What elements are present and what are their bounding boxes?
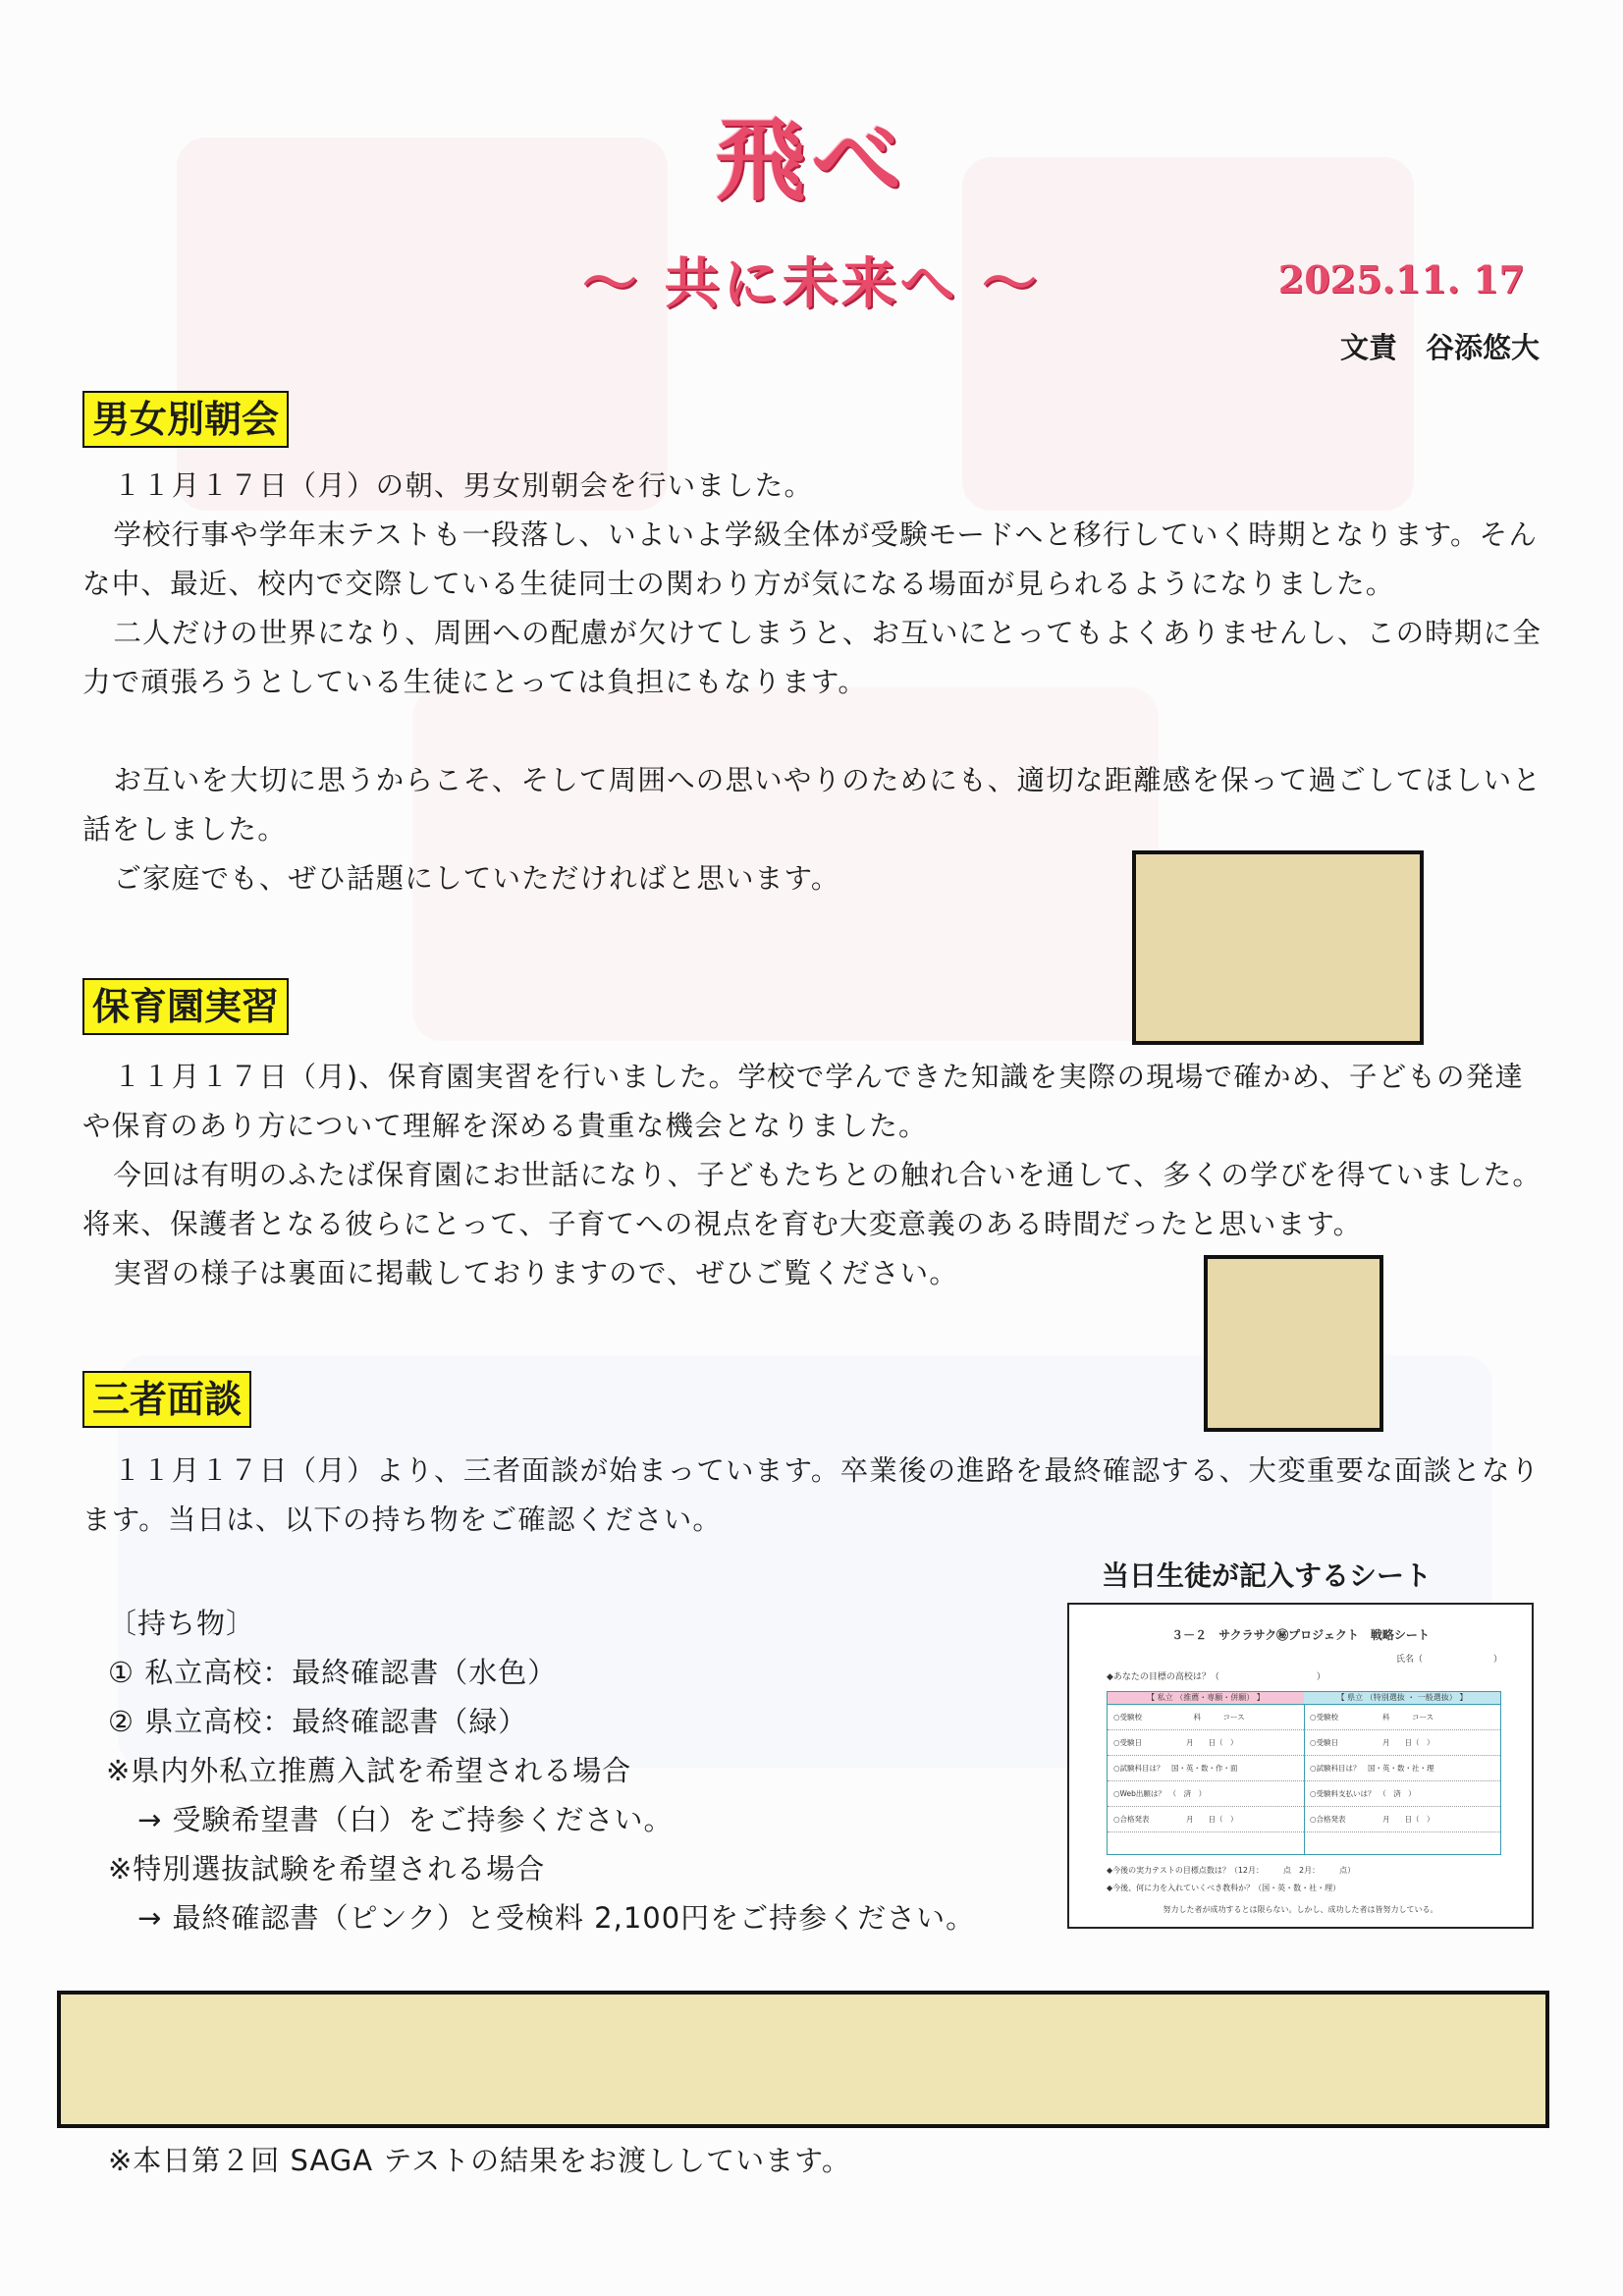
issue-date: 2025.11. 17 xyxy=(1277,257,1525,301)
items-title: 〔持ち物〕 xyxy=(108,1607,256,1640)
section-heading-nursery: 保育園実習 xyxy=(82,978,289,1035)
list-item: → 最終確認書（ピンク）と受検料 2,100円をご持参ください。 xyxy=(137,1901,976,1935)
paragraph: ご家庭でも、ぜひ話題にしていただければと思います。 xyxy=(113,862,840,895)
list-item: ② 県立高校：最終確認書（緑） xyxy=(108,1705,528,1738)
strategy-sheet-image xyxy=(1067,1603,1534,1929)
footer-note: ※本日第２回 SAGA テストの結果をお渡ししています。 xyxy=(108,2144,851,2177)
list-item: ① 私立高校：最終確認書（水色） xyxy=(108,1656,558,1689)
paragraph: 今回は有明のふたば保育園にお世話になり、子どもたちとの触れ合いを通して、多くの学びを得ていました。将来、保護者となる彼らにとって、子育てへの視点を育む大変意義のある時間だったと思います。 xyxy=(82,1159,1542,1240)
sheet-column-private xyxy=(1108,1692,1305,1854)
sheet-row: ○Web出願は？ （ 済 ） xyxy=(1108,1781,1304,1807)
sheet-question: ◆あなたの目標の高校は？（ ） xyxy=(1107,1672,1325,1682)
sheet-column-head: 【 県立 （特別選抜 ・ 一般選抜） 】 xyxy=(1304,1692,1500,1705)
section-heading-assembly: 男女別朝会 xyxy=(82,391,289,448)
sheet-title: ３－２ サクラサク㊙プロジェクト 戦略シート xyxy=(1171,1628,1430,1642)
section-body-meeting xyxy=(82,1447,1545,1545)
paragraph: 実習の様子は裏面に掲載しておりますので、ぜひご覧ください。 xyxy=(113,1257,959,1289)
sheet-row: ○受験校 科 コース xyxy=(1304,1705,1500,1730)
sheet-row: ○試験科目は？ 国・英・数・社・理 xyxy=(1304,1756,1500,1781)
sheet-row: ○受験日 月 日（ ） xyxy=(1108,1730,1304,1756)
paragraph: １１月１７日（月)、保育園実習を行いました。学校で学んできた知識を実際の現場で確かめ、子どもの発達や保育のあり方について理解を深める貴重な機会となりました。 xyxy=(82,1061,1525,1142)
sheet-footer-line: ◆今後の実力テストの目標点数は？（12月： 点 2月： 点） xyxy=(1107,1866,1356,1875)
sheet-row: ○受験校 科 コース xyxy=(1108,1705,1304,1730)
sheet-row: ○合格発表 月 日（ ） xyxy=(1304,1807,1500,1832)
paragraph: １１月１７日（月）より、三者面談が始まっています。卒業後の進路を最終確認する、大変重要な面談となります。当日は、以下の持ち物をご確認ください。 xyxy=(82,1454,1541,1536)
paragraph: お互いを大切に思うからこそ、そして周囲への思いやりのためにも、適切な距離感を保って過ごしてほしいと話をしました。 xyxy=(82,764,1542,846)
sheet-footer-line: ◆今後、何に力を入れていくべき教科か？（国・英・数・社・理） xyxy=(1107,1884,1341,1892)
photo-placeholder xyxy=(1132,850,1424,1045)
sheet-caption: 当日生徒が記入するシート xyxy=(1101,1559,1432,1592)
author-credit: 文責 谷添悠大 xyxy=(1339,331,1540,364)
sheet-column-head: 【 私立 （推薦・専願・併願） 】 xyxy=(1108,1692,1304,1705)
newsletter-subtitle: ～ 共に未来へ ～ xyxy=(582,252,1041,316)
list-item: ※特別選抜試験を希望される場合 xyxy=(108,1852,546,1886)
sheet-row: ○試験科目は？ 国・英・数・作・面 xyxy=(1108,1756,1304,1781)
section-heading-meeting: 三者面談 xyxy=(82,1371,251,1428)
sheet-motto: 努力した者が成功するとは限らない。しかし、成功した者は皆努力している。 xyxy=(1163,1905,1438,1914)
sheet-name-field: 氏名（ ） xyxy=(1395,1655,1502,1665)
list-item: ※県内外私立推薦入試を希望される場合 xyxy=(106,1754,632,1787)
newsletter-title: 飛べ xyxy=(715,108,908,213)
sheet-row: ○受験日 月 日（ ） xyxy=(1304,1730,1500,1756)
list-item: → 受験希望書（白）をご持参ください。 xyxy=(137,1803,674,1836)
photo-placeholder xyxy=(1204,1255,1383,1432)
redacted-box xyxy=(57,1991,1549,2128)
paragraph: １１月１７日（月）の朝、男女別朝会を行いました。 xyxy=(113,469,814,502)
items-list xyxy=(108,1599,1090,1942)
sheet-column-public xyxy=(1304,1692,1500,1854)
sheet-table xyxy=(1107,1691,1501,1855)
section-body-assembly xyxy=(82,462,1545,903)
sheet-row: ○受験料支払いは？ （ 済 ） xyxy=(1304,1781,1500,1807)
paragraph: 学校行事や学年末テストも一段落し、いよいよ学級全体が受験モードへと移行していく時期となります。そんな中、最近、校内で交際している生徒同士の関わり方が気になる場面が見られるようになりました。 xyxy=(82,519,1539,600)
sheet-row: ○合格発表 月 日（ ） xyxy=(1108,1807,1304,1832)
paragraph: 二人だけの世界になり、周囲への配慮が欠けてしまうと、お互いにとってもよくありませんし、この時期に全力で頑張ろうとしている生徒にとっては負担にもなります。 xyxy=(82,617,1542,698)
